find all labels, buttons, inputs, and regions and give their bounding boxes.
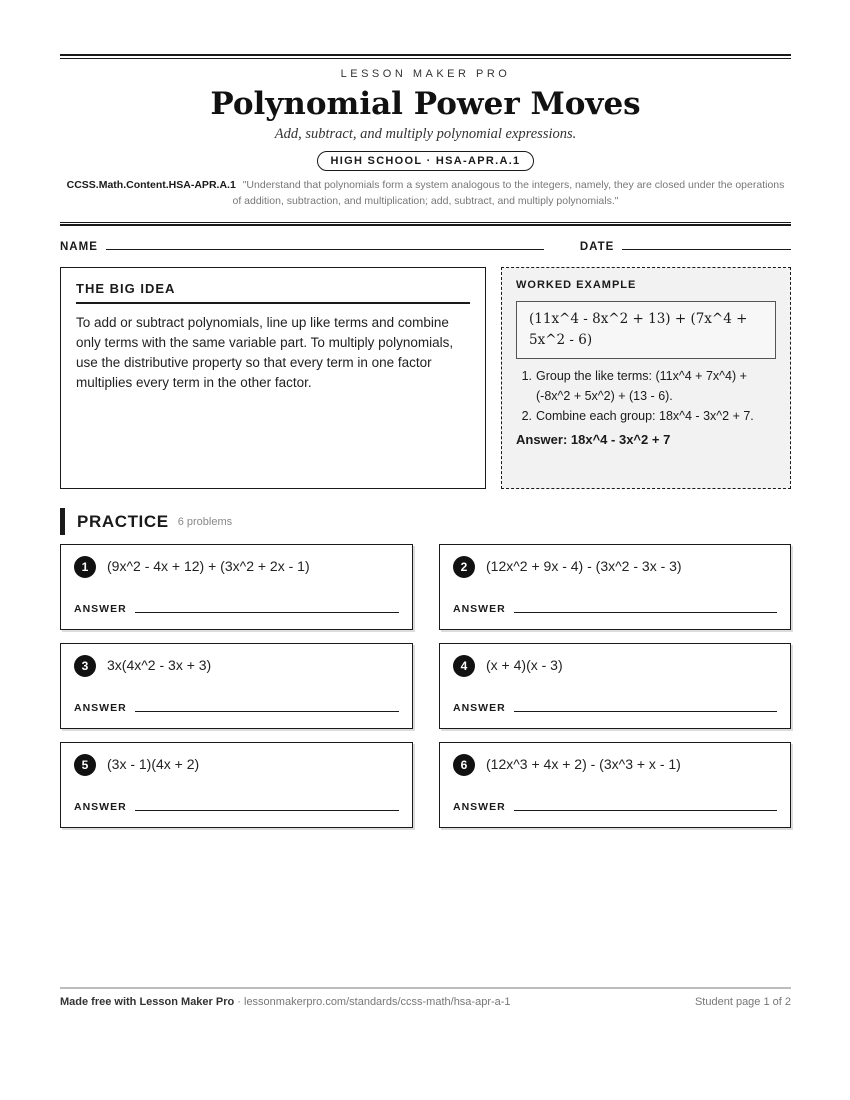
problem-expression: (x + 4)(x - 3) (486, 657, 563, 673)
name-label: NAME (60, 241, 98, 253)
practice-count: 6 problems (177, 515, 233, 528)
name-date-row (60, 241, 791, 253)
grade-standard-badge: HIGH SCHOOL · HSA-APR.A.1 (317, 151, 535, 171)
answer-label: ANSWER (74, 603, 127, 615)
practice-header (60, 508, 791, 535)
date-field[interactable] (622, 249, 791, 250)
problem-number-badge: 3 (74, 655, 96, 677)
answer-label: ANSWER (453, 603, 506, 615)
problem-expression: 3x(4x^2 - 3x + 3) (107, 657, 212, 673)
standard-text: "Understand that polynomials form a system analogous to the integers, namely, they are closed under the operations of addition, subtraction, and multiplication; add, subtract, and multiply polynomials." (232, 179, 785, 207)
problem-card (60, 742, 413, 828)
worked-example-heading: WORKED EXAMPLE (516, 279, 637, 291)
problem-card (60, 544, 413, 630)
answer-label: ANSWER (74, 702, 127, 714)
name-field[interactable] (106, 249, 544, 250)
problem-number-badge: 6 (453, 754, 475, 776)
page-title: Polynomial Power Moves (210, 86, 641, 122)
worked-example-steps (516, 366, 776, 426)
page-footer (60, 987, 791, 1008)
footer-separator: · (234, 996, 244, 1008)
worked-example-box (501, 267, 791, 489)
date-label: DATE (579, 241, 615, 253)
step-number: 2. (521, 409, 532, 423)
problem-card (439, 643, 791, 729)
worksheet-page (60, 54, 791, 828)
answer-field[interactable] (135, 810, 399, 811)
big-idea-box (60, 267, 486, 489)
worked-example-answer: Answer: 18x^4 - 3x^2 + 7 (516, 432, 671, 447)
answer-field[interactable] (514, 612, 777, 613)
step-text: Combine each group: 18x^4 - 3x^2 + 7. (536, 409, 754, 423)
brand-name: LESSON MAKER PRO (340, 68, 511, 80)
problem-expression: (9x^2 - 4x + 12) + (3x^2 + 2x - 1) (107, 558, 310, 574)
footer-page-number: Student page 1 of 2 (694, 996, 791, 1008)
step-text: Group the like terms: (11x^4 + 7x^4) + (-8x^2 + 5x^2) + (13 - 6). (536, 369, 747, 403)
standard-description (60, 177, 791, 209)
problem-number-badge: 5 (74, 754, 96, 776)
answer-label: ANSWER (74, 801, 127, 813)
footer-url[interactable]: lessonmakerpro.com/standards/ccss-math/hsa-apr-a-1 (244, 996, 511, 1008)
big-idea-heading: THE BIG IDEA (76, 281, 470, 304)
footer-credit (60, 996, 511, 1008)
step-number: 1. (521, 369, 532, 383)
answer-field[interactable] (514, 711, 777, 712)
concept-section (60, 267, 791, 489)
answer-field[interactable] (135, 612, 399, 613)
problem-card (439, 742, 791, 828)
standard-code: CCSS.Math.Content.HSA-APR.A.1 (66, 179, 236, 191)
problem-expression: (12x^2 + 9x - 4) - (3x^2 - 3x - 3) (486, 558, 682, 574)
practice-title: PRACTICE (77, 511, 169, 531)
problem-number-badge: 1 (74, 556, 96, 578)
section-accent-bar (60, 508, 65, 535)
worked-example-expression: (11x^4 - 8x^2 + 13) + (7x^4 + 5x^2 - 6) (516, 301, 776, 359)
answer-field[interactable] (135, 711, 399, 712)
worked-step (516, 406, 776, 426)
answer-label: ANSWER (453, 801, 506, 813)
header-divider (60, 222, 791, 226)
worked-step (516, 366, 776, 406)
problem-expression: (3x - 1)(4x + 2) (107, 756, 200, 772)
big-idea-text: To add or subtract polynomials, line up like terms and combine only terms with the same variable part. To multiply polynomials, use the distributive property so that every term in one factor multiplies every term in the other factor. (76, 315, 454, 390)
answer-field[interactable] (514, 810, 777, 811)
practice-grid (60, 544, 791, 828)
page-subtitle: Add, subtract, and multiply polynomial expressions. (274, 126, 577, 142)
problem-number-badge: 2 (453, 556, 475, 578)
problem-card (60, 643, 413, 729)
problem-card (439, 544, 791, 630)
answer-label: ANSWER (453, 702, 506, 714)
footer-made-with: Made free with Lesson Maker Pro (60, 996, 235, 1008)
problem-expression: (12x^3 + 4x + 2) - (3x^3 + x - 1) (486, 756, 681, 772)
problem-number-badge: 4 (453, 655, 475, 677)
top-divider (60, 54, 791, 59)
